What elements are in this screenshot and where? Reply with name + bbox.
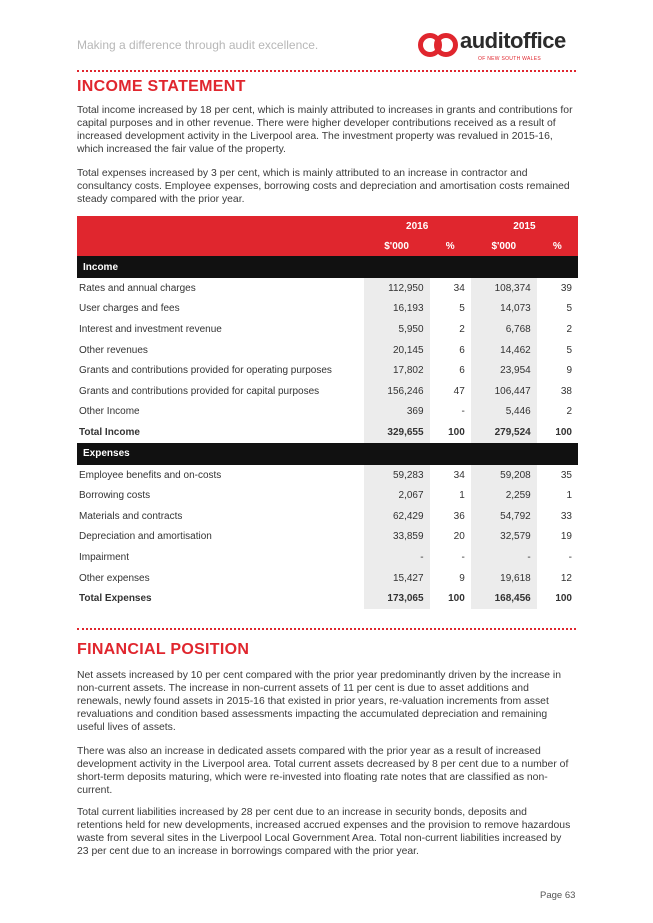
page-tagline: Making a difference through audit excellence. [77,38,319,52]
financial-position-heading: FINANCIAL POSITION [77,641,250,658]
income-paragraph-2: Total expenses increased by 3 per cent, which is mainly attributed to an increase in contractor and consultancy costs. Employee expenses, borrowing costs and depreciation and amortisation costs remained steady compared with the prior year. [77,168,570,205]
position-paragraph-3: Total current liabilities increased by 28 per cent due to an increase in security bonds, deposits and retentions held for new developments, increased accrued expenses and the provision to remove hazardous waste from several sites in the Liverpool Local Government Area. Total non-current liabilities increased by 23 per cent due to an increase in borrowings compared with the prior year. [77,807,571,857]
table-row: Interest and investment revenue 5,950 2 6,768 2 [77,319,578,340]
unit-2016-percent: % [445,240,455,252]
table-row: Depreciation and amortisation 33,859 20 32,579 19 [77,527,578,548]
income-section-header: Income [77,256,578,278]
income-statement-heading: INCOME STATEMENT [77,78,246,95]
income-paragraph-1: Total income increased by 18 per cent, which is mainly attributed to increases in grants and contributions for capital purposes and in other revenue. There were higher developer contributions received as a result of increased development activity in the Liverpool area. The investment property was revalued in 2015-16, which increased the fair value of the property. [77,105,573,155]
income-expense-table [77,216,578,609]
audit-office-logo [418,28,578,66]
table-row: Materials and contracts 62,429 36 54,792 33 [77,506,578,527]
table-bottom-divider [77,628,576,630]
page-number: Page 63 [540,890,576,901]
unit-2015-percent: % [552,240,562,252]
total-expenses-row: Total Expenses 173,065 100 168,456 100 [77,588,578,609]
position-paragraph-2: There was also an increase in dedicated assets compared with the prior year as a result of increased development activity in the Liverpool area. Total current assets decreased by 8 per cent due to a number of short-term deposits maturing, which were re-invested into floating rate notes that are classified as non-current. [77,746,569,796]
table-row: Impairment - - - - [77,547,578,568]
header-divider [77,70,576,72]
logo-mark-icon [418,32,458,58]
logo-subtitle: OF NEW SOUTH WALES [478,56,541,62]
year-2015: 2015 [513,220,536,232]
table-row: Grants and contributions provided for capital purposes 156,246 47 106,447 38 [77,381,578,402]
position-paragraph-1: Net assets increased by 10 per cent compared with the prior year predominantly driven by the increase in non-current assets. The increase in non-current assets of 11 per cent is due to asset additions and renewals, newly found assets in 2015-16 that existed in prior years, re-valuation increments from asset revaluations and condition based assessments impacting the accumulated depreciation and remaining useful lives of assets. [77,670,561,733]
table-row: Other Income 369 - 5,446 2 [77,402,578,423]
table-row: Rates and annual charges 112,950 34 108,374 39 [77,278,578,299]
total-income-row: Total Income 329,655 100 279,524 100 [77,422,578,443]
table-row: Borrowing costs 2,067 1 2,259 1 [77,485,578,506]
table-row: Employee benefits and on-costs 59,283 34 59,208 35 [77,465,578,486]
year-2016: 2016 [406,220,429,232]
table-row: Other revenues 20,145 6 14,462 5 [77,340,578,361]
table-row: User charges and fees 16,193 5 14,073 5 [77,299,578,320]
logo-wordmark: auditoffice [460,28,566,53]
table-row: Grants and contributions provided for operating purposes 17,802 6 23,954 9 [77,360,578,381]
table-unit-header [77,236,578,256]
unit-2016-amount: $'000 [384,240,409,252]
table-row: Other expenses 15,427 9 19,618 12 [77,568,578,589]
expenses-section-header: Expenses [77,443,578,465]
unit-2015-amount: $'000 [491,240,517,252]
table-year-header [77,216,578,236]
